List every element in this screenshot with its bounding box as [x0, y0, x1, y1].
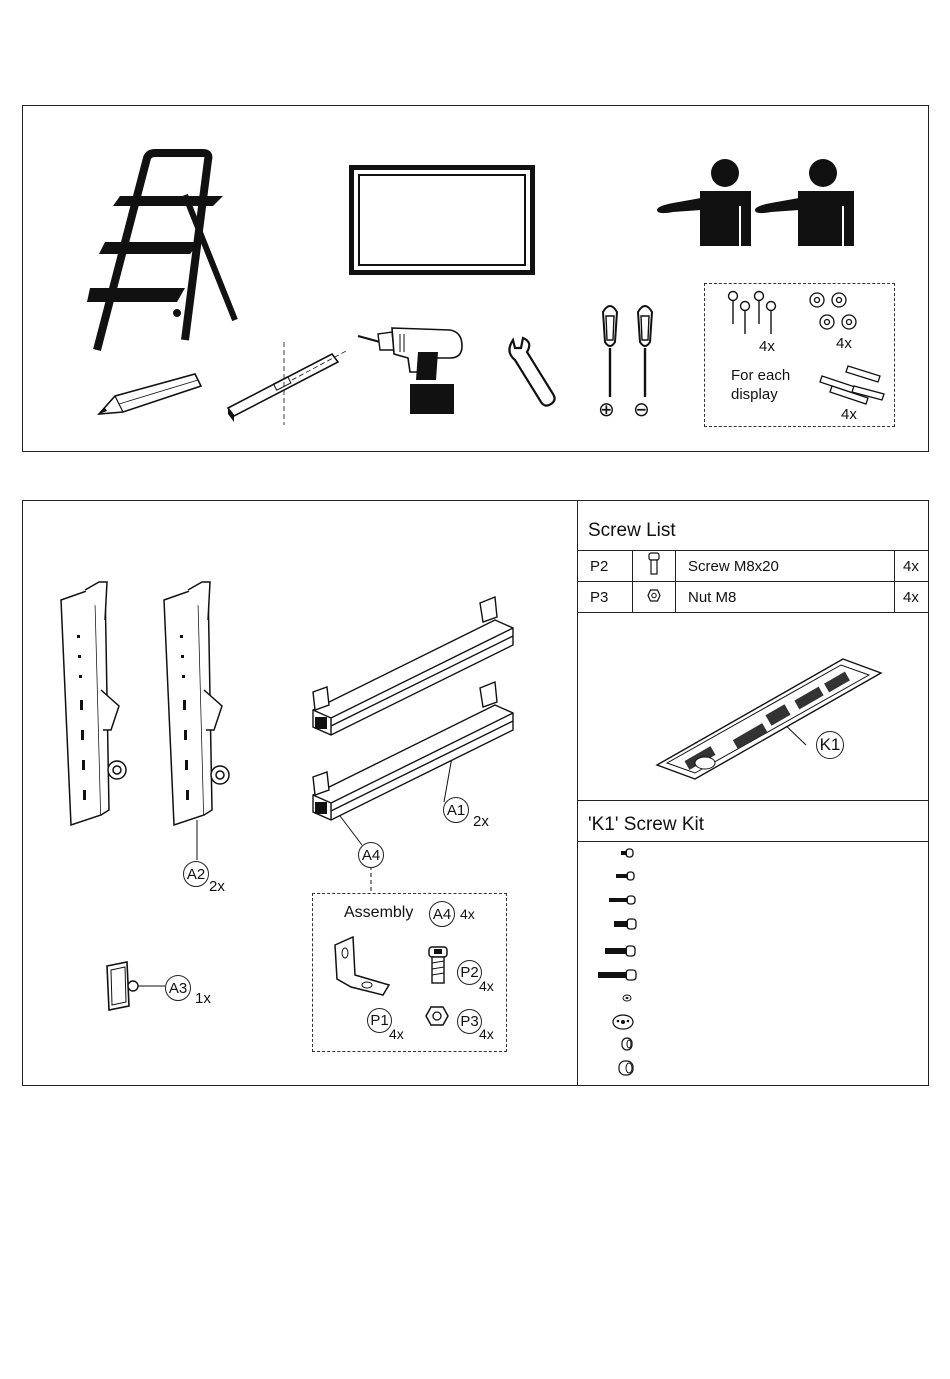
- table-row: [578, 551, 929, 582]
- callout-a3: A3: [165, 975, 191, 1001]
- screw-kit-tray-k1-icon: [655, 655, 885, 785]
- screw-list-table: [578, 550, 929, 613]
- callout-p1: P1: [367, 1008, 392, 1033]
- table-row: [578, 582, 929, 613]
- callout-p2: P2: [457, 960, 482, 985]
- screw-code: P2: [578, 551, 633, 582]
- p2-qty: 4x: [479, 978, 494, 994]
- spacer-icon: [620, 1037, 634, 1051]
- callout-a4: A4: [358, 842, 384, 868]
- callout-a1: A1: [443, 797, 469, 823]
- callout-a2: A2: [183, 861, 209, 887]
- screw-name: Screw M8x20: [676, 551, 895, 582]
- kit-title: 'K1' Screw Kit: [588, 814, 705, 835]
- fixings-screws-qty: 4x: [759, 338, 775, 355]
- fixings-washers-qty: 4x: [836, 335, 852, 352]
- long-screw-icon: [604, 945, 636, 957]
- p3-qty: 4x: [479, 1026, 494, 1042]
- large-washer-icon: [612, 1014, 634, 1030]
- screw-icon: [613, 918, 637, 930]
- fixings-note: For each display: [731, 367, 791, 403]
- kit-title-divider: [578, 841, 929, 842]
- callout-p3: P3: [457, 1009, 482, 1034]
- angle-bracket-p1-icon: [333, 935, 393, 1000]
- a1-qty: 2x: [473, 813, 489, 830]
- fixings-plugs-qty: 4x: [841, 406, 857, 423]
- screw-list-title: Screw List: [588, 520, 676, 541]
- hex-nut-p3-icon: [425, 1005, 449, 1027]
- phillips-symbol: ⊕: [598, 399, 615, 421]
- callout-k1: K1: [816, 731, 844, 759]
- screw-code: P3: [578, 582, 633, 613]
- screw-qty: 4x: [895, 582, 930, 613]
- assembly-label: Assembly: [344, 904, 414, 921]
- long-screw-icon: [597, 969, 637, 981]
- hex-nut-icon: [647, 589, 661, 602]
- long-screw-icon: [608, 895, 636, 905]
- p1-qty: 4x: [389, 1026, 404, 1042]
- socket-screw-icon: [648, 552, 660, 576]
- kit-section-divider: [578, 800, 929, 801]
- screw-name: Nut M8: [676, 582, 895, 613]
- socket-screw-p2-icon: [426, 945, 452, 985]
- a3-qty: 1x: [195, 990, 211, 1007]
- assembly-qty: 4x: [460, 906, 475, 922]
- a2-qty: 2x: [209, 878, 225, 895]
- washer-icon: [622, 994, 632, 1002]
- flat-symbol: ⊖: [633, 399, 650, 421]
- spacer-icon: [617, 1060, 635, 1076]
- safety-clip-a3-icon: [105, 962, 141, 1012]
- short-screw-icon: [620, 848, 634, 858]
- short-screw-icon: [615, 871, 635, 881]
- assembly-callout-a4: A4: [429, 901, 455, 927]
- screw-qty: 4x: [895, 551, 930, 582]
